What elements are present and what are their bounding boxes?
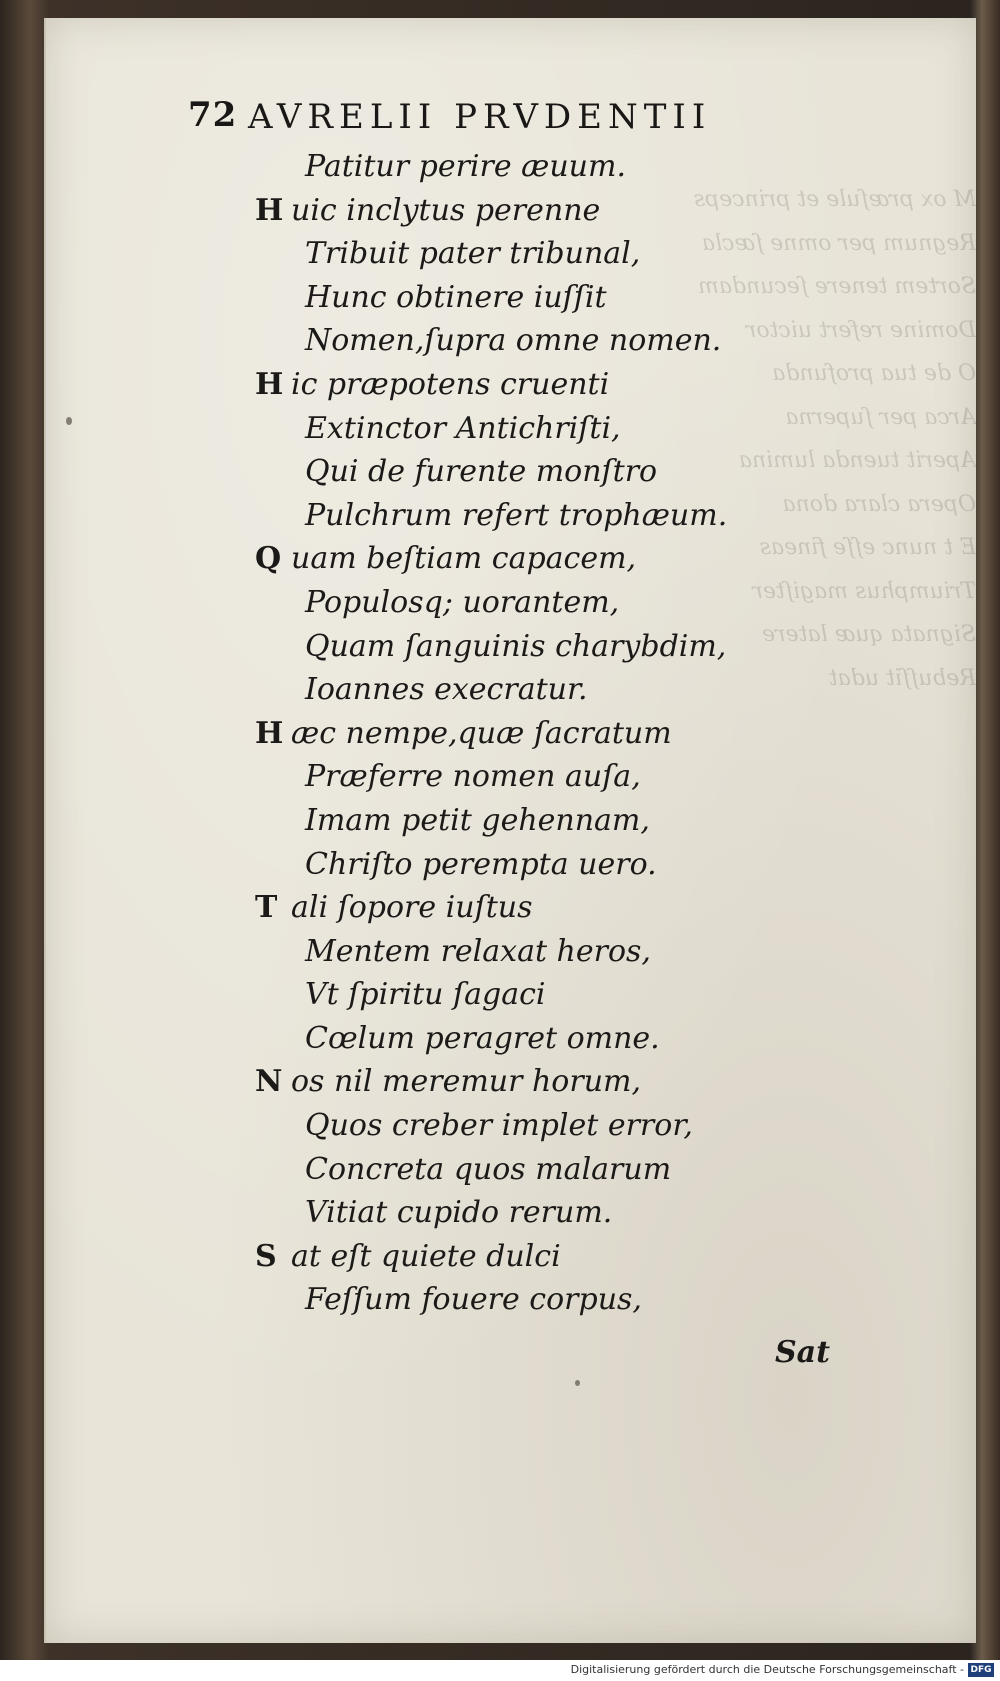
verse-line-text: Qui de furente monſtro [305, 454, 658, 490]
verse-line-text: Feſſum fouere corpus, [305, 1282, 642, 1318]
verse-line-text: os nil meremur horum, [291, 1064, 642, 1100]
stanza-initial: Q [255, 541, 282, 577]
verse-line [255, 1017, 775, 1061]
verse-line-text: Populosq; uorantem, [305, 584, 620, 620]
running-title: AVRELII PRVDENTII [248, 97, 712, 137]
dfg-logo: DFG [968, 1663, 994, 1677]
stanza-initial: H [255, 715, 284, 751]
verse-line [255, 973, 775, 1017]
verse-line [255, 799, 775, 843]
verse-line [255, 712, 775, 756]
verse-line [255, 1148, 775, 1192]
verse-line-text: Vt ſpiritu ſagaci [305, 977, 546, 1013]
verse-line-text: Tribuit pater tribunal, [305, 236, 641, 272]
verse-line-text: ic præpotens cruenti [291, 366, 610, 402]
verse-line [255, 1104, 775, 1148]
page-header [188, 95, 888, 145]
verse-line [255, 537, 775, 581]
verse-line [255, 276, 775, 320]
verse-line-text: Chriſto perempta uero. [305, 846, 657, 882]
catchword: Sat [775, 1335, 830, 1370]
verse-line-text: Imam petit gehennam, [305, 802, 650, 838]
verse-line [255, 843, 775, 887]
verse-line [255, 1191, 775, 1235]
verse-line-text: ali ſopore iuſtus [291, 890, 533, 926]
verse-line-text: Quam ſanguinis charybdim, [305, 628, 727, 664]
verse-line [255, 625, 775, 669]
verse-line-text: Mentem relaxat heros, [305, 933, 651, 969]
verse-line-text: at eſt quiete dulci [291, 1238, 561, 1274]
verse-line [255, 755, 775, 799]
stanza-initial: N [255, 1064, 283, 1100]
verse-line [255, 407, 775, 451]
verse-line [255, 1060, 775, 1104]
verse-text [255, 145, 775, 1322]
verse-line-text: Patitur perire æuum. [305, 149, 626, 184]
verse-line-text: Quos creber implet error, [305, 1108, 693, 1144]
verse-line [255, 450, 775, 494]
verse-line [255, 145, 775, 189]
verse-line [255, 494, 775, 538]
verse-line [255, 886, 775, 930]
verse-line-text: Hunc obtinere iuſſit [305, 279, 607, 315]
verse-line [255, 1235, 775, 1279]
verse-line-text: Nomen,ſupra omne nomen. [305, 323, 722, 359]
verse-line-text: Cœlum peragret omne. [305, 1020, 660, 1056]
verse-line-text: Pulchrum refert trophæum. [305, 497, 728, 533]
stanza-initial: T [255, 890, 278, 926]
verse-line [255, 668, 775, 712]
verse-line-text: æc nempe,quæ ſacratum [291, 715, 672, 751]
ink-spot [575, 1380, 580, 1386]
footer-bar [0, 1660, 1000, 1681]
verse-line-text: Extinctor Antichriſti, [305, 410, 621, 446]
verse-line-text: uic inclytus perenne [291, 192, 601, 228]
verse-line-text: Ioannes execratur. [305, 672, 588, 708]
bleed-through-text: M ox præſule et princeps Regnum per omne ſæcla Sortem tenere ſecundam Domine refert uictor O de tua profunda Arca per ſuperna Aperit tuenda lumina Opera clara dona E t nunc eſſe fineas Triumphus magiſter Signata quæ latere Rebuſſit udat [693, 187, 976, 691]
stanza-initial: S [255, 1238, 277, 1274]
verse-line-text: uam beſtiam capacem, [291, 541, 637, 577]
verse-line [255, 581, 775, 625]
verse-line [255, 189, 775, 233]
digitization-credit: Digitalisierung gefördert durch die Deutsche Forschungsgemeinschaft - [570, 1663, 964, 1676]
verse-line [255, 930, 775, 974]
page-number: 72 [188, 95, 238, 135]
verse-line [255, 1278, 775, 1322]
stanza-initial: H [255, 366, 284, 402]
ink-spot [66, 417, 72, 425]
verse-line-text: Vitiat cupido rerum. [305, 1195, 613, 1231]
stanza-initial: H [255, 192, 284, 228]
verse-line-text: Præferre nomen auſa, [305, 759, 641, 795]
verse-line [255, 363, 775, 407]
verse-line [255, 319, 775, 363]
verse-line [255, 232, 775, 276]
verse-line-text: Concreta quos malarum [305, 1151, 672, 1187]
